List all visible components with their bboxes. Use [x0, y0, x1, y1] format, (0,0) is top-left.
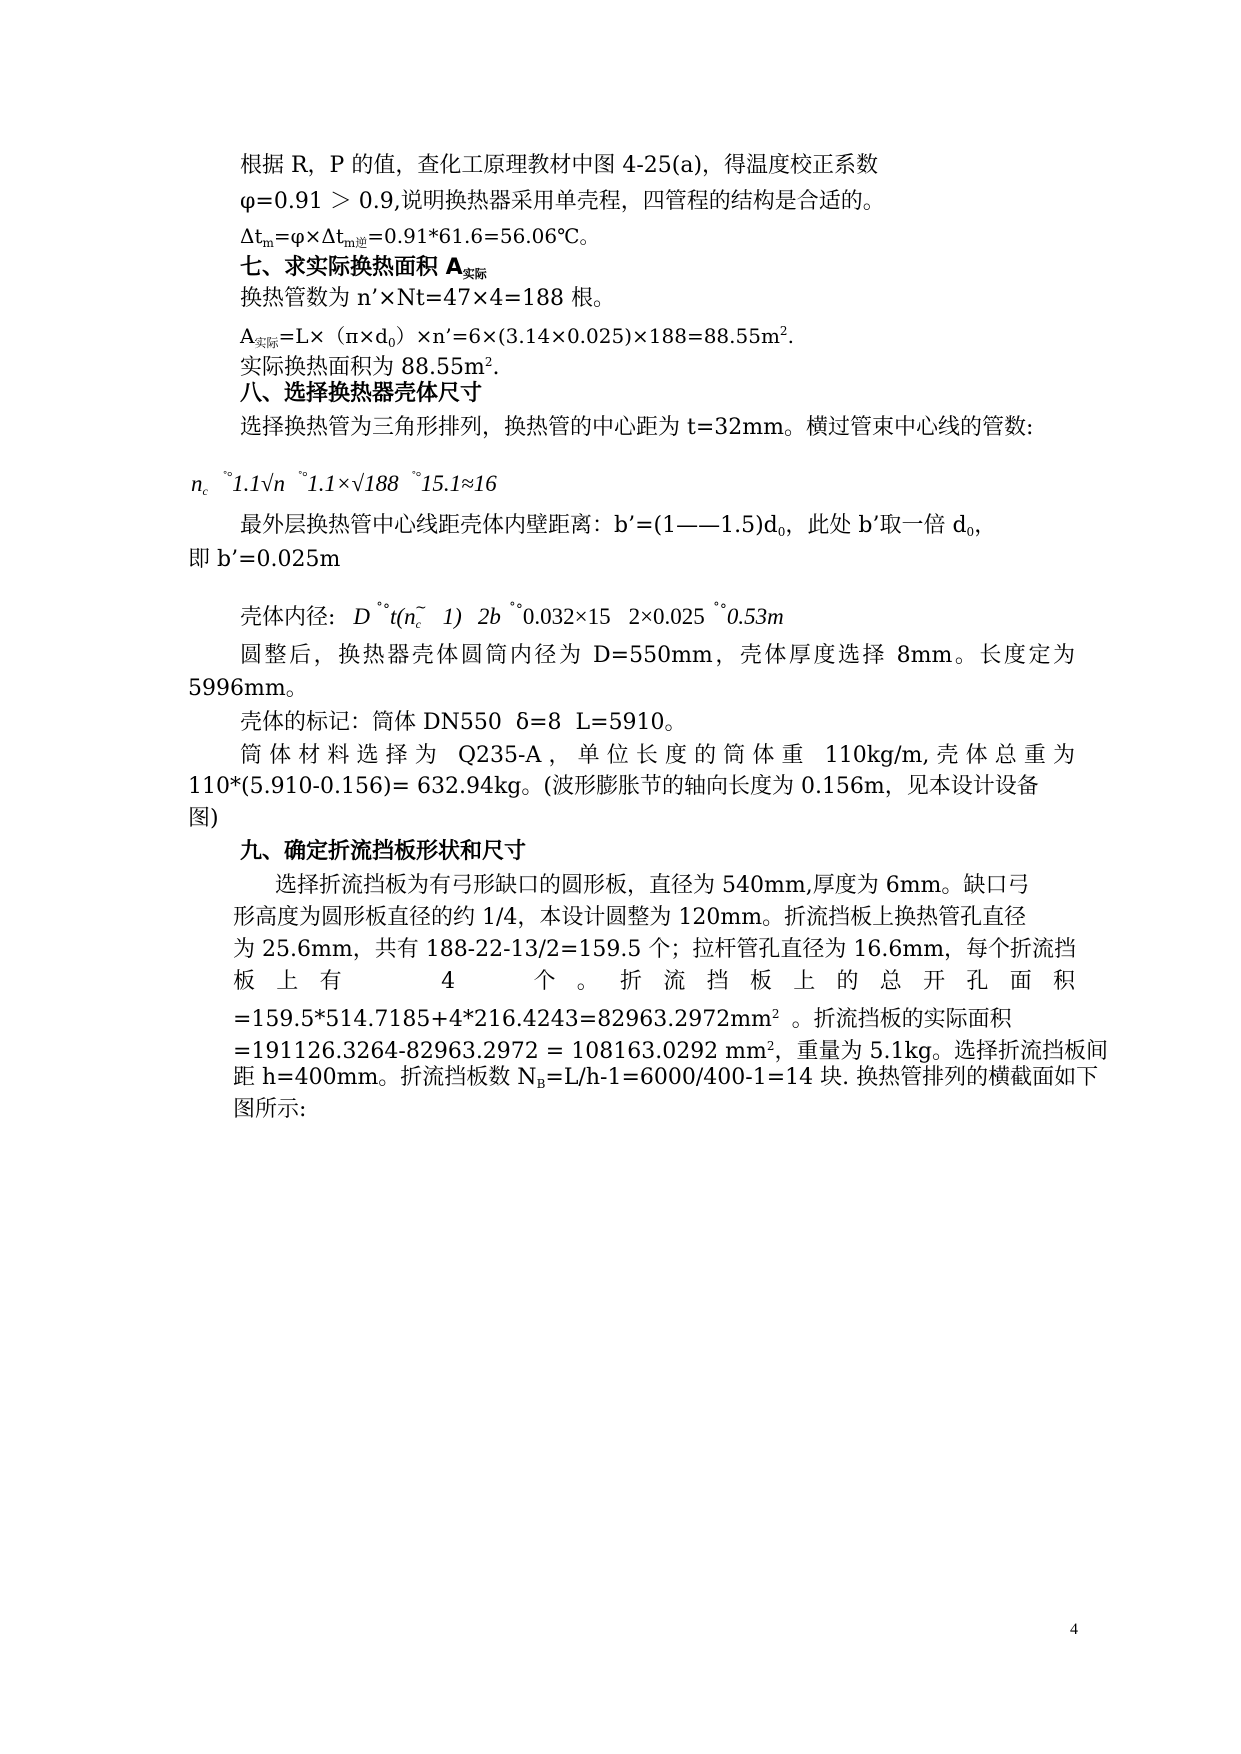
section-heading-9	[240, 839, 526, 865]
section-heading-8	[240, 381, 482, 407]
text-line	[240, 286, 615, 312]
text: 筒体材料选择为 Q235-A，单位长度的筒体重 110kg/m,壳体总重为	[240, 743, 1075, 768]
subscript: 0	[777, 525, 786, 539]
garbled-glyph: ˚°	[712, 602, 727, 618]
text: ，重量为 5.1kg。选择折流挡板间	[774, 1039, 1108, 1064]
text: 110*(5.910-0.156)= 632.94kg。(波形膨胀节的轴向长度为 0.156m，见本设计设备	[188, 774, 1039, 799]
text-line	[240, 643, 1075, 669]
subscript: 实际	[254, 336, 279, 350]
subscript: 实际	[462, 267, 487, 281]
text-line	[240, 223, 599, 256]
text-line	[240, 153, 878, 179]
text: Δt	[240, 224, 263, 248]
text: 选择换热管为三角形排列，换热管的中心距为 t=32mm。横过管束中心线的管数:	[240, 415, 1034, 440]
subscript: c	[415, 617, 421, 631]
math-term: 15.1≈16	[420, 471, 497, 496]
subscript: m	[262, 236, 274, 250]
text: ，此处 b’取一倍 d	[785, 513, 967, 538]
math-term: 0.032×15	[522, 604, 611, 629]
text-line	[233, 969, 1075, 995]
text-line	[240, 189, 885, 215]
text: 最外层换热管中心线距壳体内壁距离：b’=(1——1.5)d	[240, 513, 778, 538]
text: =φ×Δt	[273, 224, 344, 248]
heading-text: 九、确定折流挡板形状和尺寸	[240, 839, 527, 864]
math-term: 2×0.025	[628, 604, 705, 629]
text: =0.91*61.6=56.06℃。	[367, 224, 600, 248]
math-term: 1.1×√188	[307, 471, 399, 496]
text: A	[240, 324, 255, 348]
garbled-glyph: ˚°	[508, 602, 523, 618]
text: 图所示:	[233, 1097, 307, 1122]
text: 壳体的标记：筒体 DN550 δ=8 L=5910。	[240, 710, 687, 735]
superscript: 2	[484, 355, 493, 369]
math-term: 1.1√n	[232, 471, 285, 496]
text: 。折流挡板的实际面积	[791, 1007, 1012, 1032]
text: .	[787, 324, 794, 348]
subscript: 0	[966, 525, 975, 539]
text-line	[240, 743, 1075, 769]
text-line	[233, 1033, 1108, 1065]
page-number: 4	[1070, 1621, 1078, 1638]
superscript: 2	[771, 1007, 780, 1021]
heading-text: 七、求实际换热面积 A	[240, 255, 463, 280]
math-symbol: n	[191, 471, 203, 496]
math-symbol: D	[353, 604, 371, 629]
text: 图)	[188, 806, 219, 831]
text: 圆整后，换热器壳体圆筒内径为 D=550mm，壳体厚度选择 8mm。长度定为	[240, 643, 1075, 668]
text: 为 25.6mm，共有 188-22-13/2=159.5 个；拉杆管孔直径为 16.6mm，每个折流挡	[233, 937, 1077, 962]
text: 选择折流挡板为有弓形缺口的圆形板，直径为 540mm,厚度为 6mm。缺口弓	[275, 873, 1030, 898]
garbled-glyph: ˚°	[296, 470, 308, 485]
text: 壳体内径:	[240, 605, 336, 630]
text-line	[188, 676, 308, 702]
subscript: m逆	[343, 236, 368, 250]
math-term: 1)	[442, 604, 462, 629]
superscript: 2	[766, 1039, 775, 1053]
garbled-glyph: ˚°	[376, 602, 391, 618]
formula-shell-diameter	[240, 595, 784, 637]
text-line	[233, 937, 1076, 963]
text-line	[240, 513, 996, 545]
heading-text: 八、选择换热器壳体尺寸	[240, 381, 483, 406]
text: 形高度为圆形板直径的约 1/4，本设计圆整为 120mm。折流挡板上换热管孔直径	[233, 905, 1027, 930]
text: 板上有 4 个。折流挡板上的总开孔面积	[233, 969, 1075, 994]
text-line	[240, 710, 687, 736]
text-line	[233, 1065, 1098, 1097]
text-line	[233, 1001, 1012, 1033]
text: =L×（π×d	[278, 324, 388, 348]
text: =159.5*514.7185+4*216.4243=82963.2972mm	[233, 1007, 772, 1032]
garbled-glyph: ˚°	[221, 470, 233, 485]
garbled-glyph: ˚°	[410, 470, 421, 485]
text: .	[492, 355, 500, 380]
text-line	[188, 547, 340, 573]
text-line	[240, 415, 1033, 441]
text: ，	[974, 513, 997, 538]
text: 实际换热面积为 88.55m	[240, 355, 485, 380]
text: =L/h-1=6000/400-1=14 块. 换热管排列的横截面如下	[545, 1065, 1099, 1090]
text-line	[188, 774, 1039, 800]
text-line	[233, 1097, 306, 1123]
subscript: c	[202, 484, 208, 498]
text-line	[240, 349, 499, 381]
subscript: B	[536, 1077, 546, 1091]
text-line	[233, 905, 1026, 931]
text: 5996mm。	[188, 676, 308, 701]
subscript: 0	[387, 336, 396, 350]
text: ）×n’=6×(3.14×0.025)×188=88.55m	[395, 324, 780, 348]
text: 换热管数为 n’×Nt=47×4=188 根。	[240, 286, 615, 311]
math-term: 0.53m	[726, 604, 784, 629]
text: =191126.3264-82963.2972 = 108163.0292 mm	[233, 1039, 767, 1064]
text-line	[275, 873, 1029, 899]
math-term: t(n	[390, 604, 416, 629]
text-line	[188, 806, 219, 832]
math-term: 2b	[477, 604, 501, 629]
section-heading-7	[240, 255, 487, 287]
superscript: 2	[779, 324, 788, 338]
garbled-glyph: ~	[414, 600, 427, 616]
text: 即 b’=0.025m	[188, 547, 341, 572]
text: 距 h=400mm。折流挡板数 N	[233, 1065, 537, 1090]
text: 根据 R，P 的值，查化工原理教材中图 4-25(a)，得温度校正系数	[240, 153, 879, 178]
text: φ=0.91 ＞ 0.9,说明换热器采用单壳程，四管程的结构是合适的。	[240, 189, 885, 214]
formula-tube-count	[191, 465, 497, 504]
